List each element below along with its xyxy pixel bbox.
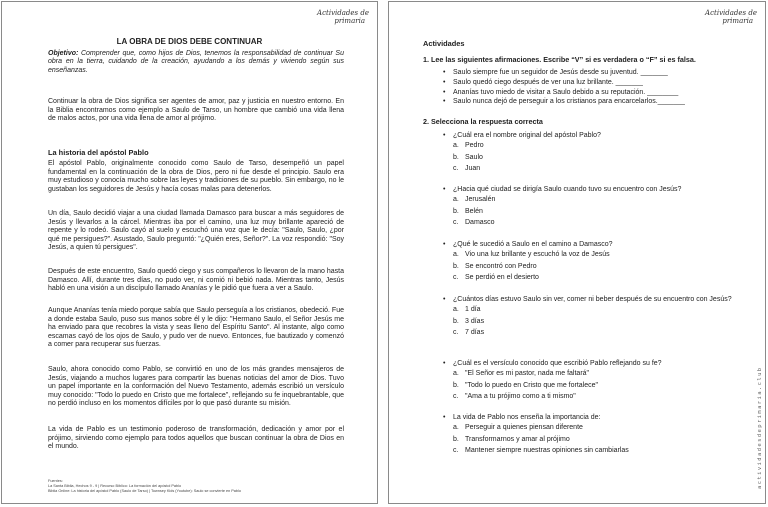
option-letter: b.: [453, 262, 459, 270]
story-paragraph-6: La vida de Pablo es un testimonio poderoso de transformación, dedicación y amor por el prójimo, sirviendo como ejemplo para todos aquellos que buscan continuar la obra de Dios en el mundo.: [48, 426, 344, 450]
option-text: Jerusalén: [465, 196, 496, 204]
source-line: Biblia Online: La historia del apóstol Pablo (Saulo de Tarso) | Townsey Kids (Youtube): Saulo se convierte en Pablo: [48, 488, 241, 493]
answer-option[interactable]: [445, 163, 745, 174]
section-title: La historia del apóstol Pablo: [48, 148, 149, 157]
question-2: [445, 185, 745, 228]
statement-item[interactable]: • Ananías tuvo miedo de visitar a Saulo debido a su reputación. ________: [445, 88, 685, 98]
answer-option[interactable]: [445, 194, 745, 205]
option-text: Se perdió en el desierto: [465, 273, 539, 281]
answer-option[interactable]: [445, 152, 745, 163]
option-text: Perseguir a quienes piensan diferente: [465, 424, 583, 432]
story-paragraph-1: El apóstol Pablo, originalmente conocido como Saulo de Tarso, desempeñó un papel fundamental en la continuación de la obra de Dios, pero ni fue desde el principio. Saulo era muy estudioso y conocía mucho sobre las leyes y tradiciones de su pueblo. Sin embargo, no le gustaban los seguidores de Jesús y hacía cosas malas para detenerlos.: [48, 160, 344, 193]
answer-option[interactable]: [445, 391, 745, 402]
option-text: "El Señor es mi pastor, nada me faltará": [465, 370, 590, 378]
option-letter: c.: [453, 328, 459, 336]
answer-option[interactable]: [445, 434, 745, 445]
option-letter: b.: [453, 381, 459, 389]
answer-option[interactable]: [445, 368, 745, 379]
story-paragraph-2: Un día, Saulo decidió viajar a una ciudad llamada Damasco para buscar a más seguidores de Jesús y llevarlos a la cárcel. Mientras iba por el camino, una luz muy brillante apareció de repente y lo rodeó. Saulo cayó al suelo y escuchó una voz que le decía: "Saulo, Saulo, ¿por qué me persigues?". Asustado, Saulo preguntó: "¿Quién eres, Señor?". La voz respondió: "Soy Jesús, a quien tú persigues".: [48, 210, 344, 251]
option-letter: c.: [453, 164, 459, 172]
option-letter: c.: [453, 218, 459, 226]
activities-heading: Actividades: [423, 39, 465, 48]
answer-option[interactable]: [445, 304, 745, 315]
option-letter: a.: [453, 306, 459, 314]
option-letter: b.: [453, 153, 459, 161]
option-text: Belén: [465, 207, 483, 215]
option-letter: c.: [453, 273, 459, 281]
answer-option[interactable]: [445, 380, 745, 391]
option-text: "Todo lo puedo en Cristo que me fortalece": [465, 381, 598, 389]
answer-option[interactable]: [445, 327, 745, 338]
option-text: Saulo: [465, 153, 483, 161]
answer-option[interactable]: [445, 422, 745, 433]
watermark-url-text: actividadesdeprimaria.club: [757, 366, 763, 489]
intro-paragraph: Continuar la obra de Dios significa ser agentes de amor, paz y justicia en nuestro entorno. En la Biblia encontramos como ejemplo a Saulo de Tarso, un hombre que cambió una vida llena de malos actos, por una vida llena de amor al prójimo.: [48, 98, 344, 122]
answer-option[interactable]: [445, 316, 745, 327]
option-letter: a.: [453, 424, 459, 432]
story-paragraph-5: Saulo, ahora conocido como Pablo, se convirtió en uno de los más grandes mensajeros de Jesús, viajando a muchos lugares para compartir las buenas noticias del amor de Dios. Tuvo un papel importante en la conformación del Nuevo Testamento, además escribió un versículo muy conocido: "Todo lo puedo en Cristo que me fortalece", reflejando su fe inquebrantable, que no perdió incluso en los momentos difíciles por lo que pasó durante su misión.: [48, 366, 344, 407]
answer-option[interactable]: [445, 249, 745, 260]
objective: [48, 50, 344, 75]
option-letter: a.: [453, 196, 459, 204]
question-3: [445, 240, 745, 283]
section1-title: 1. Lee las siguientes afirmaciones. Escribe “V” si es verdadera o “F” si es falsa.: [423, 55, 696, 64]
section2-title: 2. Selecciona la respuesta correcta: [423, 117, 543, 126]
brand-line1: Actividades de: [705, 9, 757, 17]
answer-option[interactable]: [445, 217, 745, 228]
option-letter: b.: [453, 435, 459, 443]
statement-item[interactable]: • Saulo siempre fue un seguidor de Jesús desde su juventud. _______: [445, 68, 685, 78]
answer-option[interactable]: [445, 206, 745, 217]
question-1: [445, 131, 745, 174]
answer-option[interactable]: [445, 445, 745, 456]
page-title: LA OBRA DE DIOS DEBE CONTINUAR: [116, 37, 263, 46]
story-paragraph-4: Aunque Ananías tenía miedo porque sabía que Saulo perseguía a los cristianos, obedeció. Fue a donde estaba Saulo, puso sus manos sobre él y le dijo: "Hermano Saulo, el Señor Jesús me ha enviado para que recobres la vista y seas lleno del Espíritu Santo". Al instante, algo como escamas cayó de los ojos de Saulo, y pudo ver de nuevo. Entonces, fue bautizado y comenzó a comer para recuperar sus fuerzas.: [48, 307, 344, 348]
option-text: 3 días: [465, 317, 485, 325]
brand-logo: [705, 9, 757, 25]
option-text: Vio una luz brillante y escuchó la voz de Jesús: [465, 251, 610, 259]
brand-line2: primaria: [334, 17, 365, 25]
option-letter: b.: [453, 317, 459, 325]
brand-logo: [317, 9, 369, 25]
option-text: 7 días: [465, 328, 485, 336]
objective-label: Objetivo:: [48, 50, 79, 57]
option-text: Pedro: [465, 142, 484, 150]
question-text: • ¿Cuál era el nombre original del apóstol Pablo?: [445, 131, 745, 140]
answer-option[interactable]: [445, 140, 745, 151]
question-4: [445, 295, 745, 338]
option-text: Juan: [465, 164, 481, 172]
question-text: • ¿Cuál es el versículo conocido que escribió Pablo reflejando su fe?: [445, 359, 745, 368]
question-text: • ¿Qué le sucedió a Saulo en el camino a Damasco?: [445, 240, 745, 249]
option-letter: b.: [453, 207, 459, 215]
option-letter: c.: [453, 392, 459, 400]
sources: [48, 479, 348, 493]
sources-heading: Fuentes:: [48, 479, 63, 483]
option-letter: a.: [453, 251, 459, 259]
question-6: [445, 413, 745, 456]
statement-item[interactable]: • Saulo nunca dejó de perseguir a los cristianos para encarcelarlos._______: [445, 97, 685, 107]
objective-text: Comprender que, como hijos de Dios, tenemos la responsabilidad de continuar Su obra en la tierra, cuidando de la creación, ayudando a los demás y viviendo según sus enseñanzas.: [48, 50, 344, 74]
question-text: • La vida de Pablo nos enseña la importancia de:: [445, 413, 745, 422]
option-text: Damasco: [465, 218, 495, 226]
question-text: • ¿Hacia qué ciudad se dirigía Saulo cuando tuvo su encuentro con Jesús?: [445, 185, 745, 194]
option-text: Mantener siempre nuestras opiniones sin cambiarlas: [465, 446, 629, 454]
option-text: Transformarnos y amar al prójimo: [465, 435, 570, 443]
question-text: • ¿Cuántos días estuvo Saulo sin ver, comer ni beber después de su encuentro con Jesús?: [445, 295, 745, 304]
source-line: La Santa Biblia, Hechos 9 - 9 | Recurso Bíblico: La formación del apóstol Pablo: [48, 483, 182, 488]
option-letter: c.: [453, 446, 459, 454]
option-letter: a.: [453, 142, 459, 150]
question-5: [445, 359, 745, 402]
activities-page: [388, 1, 766, 504]
option-text: "Ama a tu prójimo como a ti mismo": [465, 392, 576, 400]
watermark-url: [755, 339, 763, 489]
answer-option[interactable]: [445, 272, 745, 283]
statement-item[interactable]: • Saulo quedó ciego después de ver una luz brillante. _______: [445, 78, 685, 88]
option-text: Se encontró con Pedro: [465, 262, 537, 270]
option-letter: a.: [453, 370, 459, 378]
statements-list: [445, 68, 685, 107]
answer-option[interactable]: [445, 261, 745, 272]
brand-line1: Actividades de: [317, 9, 369, 17]
reading-page: [1, 1, 378, 504]
story-paragraph-3: Después de este encuentro, Saulo quedó ciego y sus compañeros lo llevaron de la mano hasta Damasco. Allí, durante tres días, no pudo ver, ni comió ni bebió nada. Mientras tanto, Jesús habló en una visión a un discípulo llamado Ananías y le pidió que fuera a ver a Saulo.: [48, 268, 344, 292]
brand-line2: primaria: [722, 17, 753, 25]
option-text: 1 día: [465, 306, 481, 314]
